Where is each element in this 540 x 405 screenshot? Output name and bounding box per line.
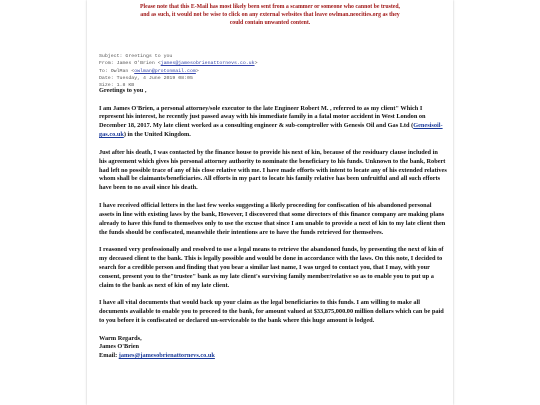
signature-block xyxy=(99,335,447,362)
to-email-link[interactable]: owlman@protonmail.com xyxy=(134,68,196,74)
signature-email xyxy=(99,352,447,361)
size-line: Size: 1.8 KB xyxy=(99,83,135,89)
email-label: Email: xyxy=(99,352,119,360)
to-label: To: OwlMan < xyxy=(99,68,135,74)
paragraph-introduction xyxy=(99,105,447,141)
p1-text: I am James O'Brien, a personal attorney/sole executor to the late Engineer Robert M. , referred to as my client" Which I represent his interest, he recently just passed away with his immediate family in a fatal motor accident in West London on December 18, 2017. My late client worked as a consulting engineer & sub-comptroller with Genesis Oil and Gas Ltd ( xyxy=(99,104,426,130)
closing: Warm Regards, xyxy=(99,334,142,342)
sender-email-link[interactable]: james@jamesobrienattornevs.co.uk xyxy=(118,352,215,360)
warning-line: and as such, it would not be wise to click on any external websites that leave owlman.neocities.org as they xyxy=(140,12,400,19)
greeting: Greetings to you , xyxy=(99,87,147,94)
from-email-link[interactable]: james@jamesobrienattornevs.co.uk xyxy=(160,61,255,67)
warning-line: Please note that this E-Mail has most likely been sent from a scammer or someone who cannot be trusted, xyxy=(139,4,401,10)
signature-name: James O'Brien xyxy=(99,343,140,351)
paragraph-background: Just after his death, I was contacted by the finance house to provide his next of kin, because of the residuary clause included in his agreement which gives his personal attorney authority to nominate the beneficiary to his funds. Unknown to the bank, Robert had left no possible trace of any of his close relative with me. I have made efforts with intent to locate any of his extended relatives whom shall be claimants/beneficiaries. All efforts in my part to locate his family relative has been unfruitful and all such efforts have been to no avail since his death. xyxy=(99,148,447,192)
to-suffix: > xyxy=(195,68,199,74)
date-line: Date: Tuesday, 4 June 2019 08:05 xyxy=(99,75,193,81)
paragraph-confiscation: I have received official letters in the last few weeks suggesting a likely proceeding for confiscation of his abandoned personal assets in line with existing laws by the bank, However, I discovered that some directors of this finance company are making plans already to have this fund to themselves only to use the excuse that since I am unable to provide a next of kin to my late client then the funds should be confiscated, meanwhile their intentions are to have the funds retrieved for themselves. xyxy=(99,201,446,236)
subject-line: Subject: Greetings to you xyxy=(99,54,173,59)
p1-text-end: ) in the United Kingdom. xyxy=(123,131,191,139)
paragraph-proposal: I reasoned very professionally and resolved to use a legal means to retrieve the abandoned funds, by presenting the next of kin of my deceased client to the bank. This is legally possible and would be done in accordance with the laws. On this note, I decided to search for a credible person and finding that you bear a similar last name, I was urged to contact you, that I may, with your consent, present you to the"trustee" bank as my late client's surviving family member/relative so as to enable you to put up a claim to the bank as next of kin of my late client. xyxy=(99,246,444,289)
email-body xyxy=(99,87,447,361)
email-header xyxy=(99,53,258,89)
from-line xyxy=(99,60,258,67)
company-website-link[interactable]: Genesisoil-gas.co.uk xyxy=(99,122,443,139)
from-label: From: James O'Brien < xyxy=(99,61,161,67)
to-line xyxy=(99,68,258,75)
from-suffix: > xyxy=(254,61,258,67)
email-page xyxy=(87,0,453,405)
paragraph-documents: I have all vital documents that would back up your claim as the legal beneficiaries to this funds. I am willing to make all documents available to enable you to proceed to the bank, for amount valued at $33,875,000.00 million dollars which can be paid to you before it is confiscated or declared un-serviceable to the bank where this huge amount is lodged. xyxy=(99,299,444,324)
scam-warning xyxy=(87,3,453,28)
warning-line: could contain unwanted content. xyxy=(229,20,311,27)
